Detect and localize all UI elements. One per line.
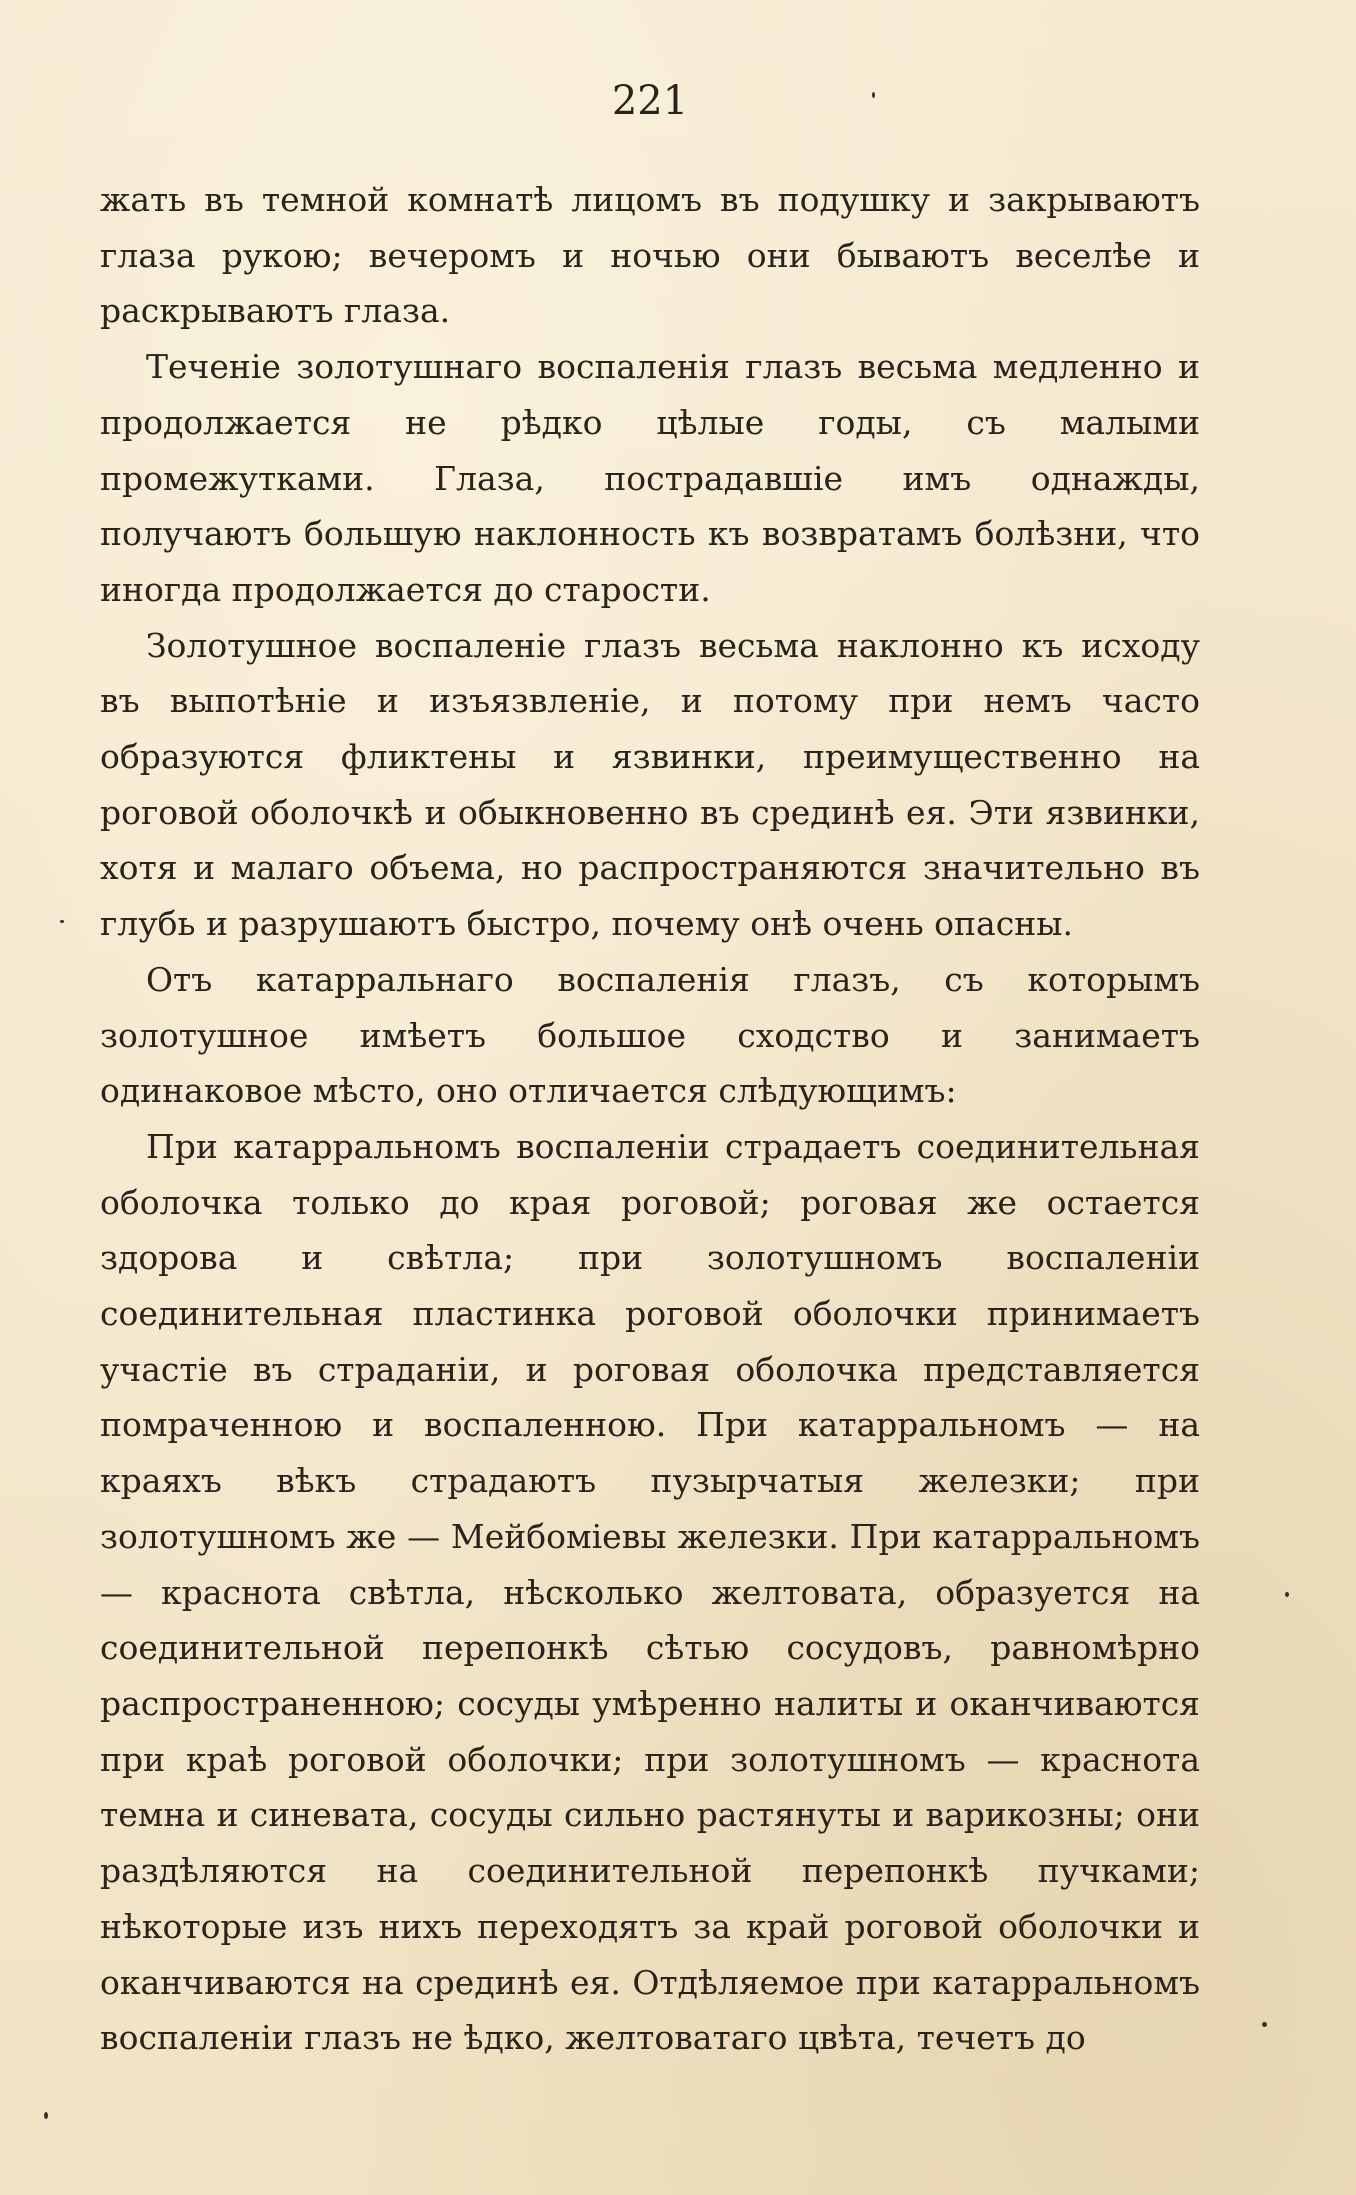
paragraph-5: При катарральномъ воспаленіи страдаетъ соединительная оболочка только до края роговой; роговая же остается здорова и свѣтла; при золотушномъ воспаленіи соединительная пластинка роговой оболочки принимаетъ участіе въ страданіи, и роговая оболочка представляется помраченною и воспаленною. При катарральномъ — на краяхъ вѣкъ страдаютъ пузырчатыя железки; при золотушномъ же — Мейбоміевы железки. При катарральномъ — краснота свѣтла, нѣсколько желтовата, образуется на соединительной перепонкѣ сѣтью сосудовъ, равномѣрно распространенною; сосуды умѣренно налиты и оканчиваются при краѣ роговой оболочки; при золотушномъ — краснота темна и синевата, сосуды сильно растянуты и варикозны; они раздѣляются на соединительной перепонкѣ пучками; нѣкоторые изъ нихъ переходятъ за край роговой оболочки и оканчиваются на срединѣ ея. Отдѣляемое при катарральномъ воспаленіи глазъ не ѣдко, желтоватаго цвѣта, течетъ до [100, 1126, 1200, 2058]
paragraph-3: Золотушное воспаленіе глазъ весьма наклонно къ исходу въ выпотѣніе и изъязвленіе, и потому при немъ часто образуются фликтены и язвинки, преимущественно на роговой оболочкѣ и обыкновенно въ срединѣ ея. Эти язвинки, хотя и малаго объема, но распространяются значительно въ глубь и разрушаютъ быстро, почему онѣ очень опасны. [100, 625, 1200, 944]
ink-speck [1285, 1592, 1289, 1597]
ink-speck [872, 92, 875, 98]
ink-speck [1262, 2022, 1267, 2027]
paragraph-2: Теченіе золотушнаго воспаленія глазъ весьма медленно и продолжается не рѣдко цѣлые годы, съ малыми промежутками. Глаза, пострадавшіе имъ однажды, получаютъ большую наклонность къ возвратамъ болѣзни, что иногда продолжается до старости. [100, 347, 1200, 609]
ink-speck [60, 920, 64, 923]
body-text [100, 172, 1200, 2066]
ink-speck [44, 2112, 48, 2119]
paragraph-4: Отъ катарральнаго воспаленія глазъ, съ которымъ золотушное имѣетъ большое сходство и занимаетъ одинаковое мѣсто, оно отличается слѣдующимъ: [100, 959, 1200, 1111]
page-number: 221 [611, 78, 689, 124]
paragraph-1: жать въ темной комнатѣ лицомъ въ подушку и закрываютъ глаза рукою; вечеромъ и ночью они бываютъ веселѣе и раскрываютъ глаза. [100, 180, 1200, 331]
